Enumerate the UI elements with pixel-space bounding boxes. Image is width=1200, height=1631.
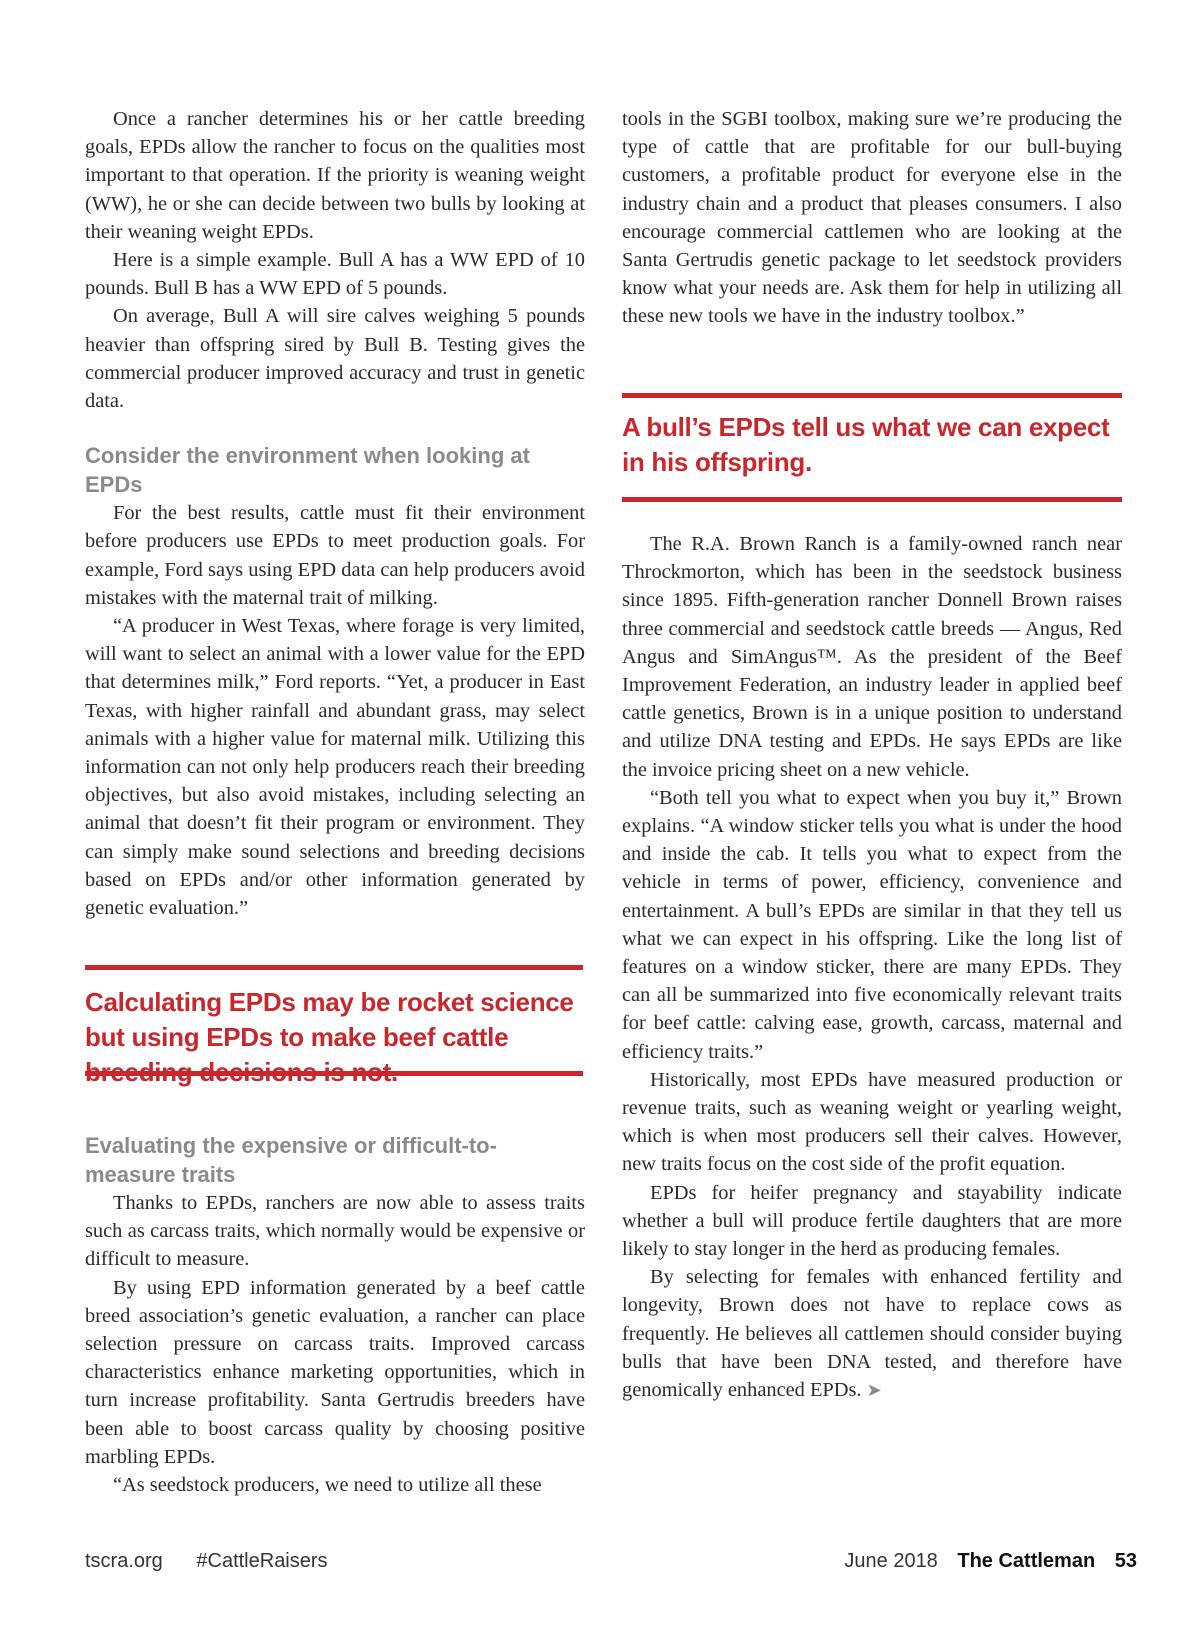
footer-magazine-title: The Cattleman (957, 1550, 1096, 1572)
subhead-traits: Evaluating the expensive or difficult-to-measure traits (85, 1133, 497, 1187)
body-paragraph: Here is a simple example. Bull A has a WW EPD of 10 pounds. Bull B has a WW EPD of 5 pounds. (85, 249, 585, 300)
footer-website: tscra.org (85, 1550, 163, 1572)
page-number: 53 (1114, 1550, 1137, 1572)
body-paragraph: Thanks to EPDs, ranchers are now able to assess traits such as carcass traits, which normally would be expensive or difficult to measure. (85, 1192, 585, 1271)
left-column-lower (85, 1132, 585, 1499)
pullquote-text: A bull’s EPDs tell us what we can expect in his offspring. (622, 412, 1110, 477)
body-paragraph: On average, Bull A will sire calves weighing 5 pounds heavier than offspring sired by Bull B. Testing gives the commercial producer improved accuracy and trust in genetic data. (85, 305, 585, 413)
body-paragraph: Once a rancher determines his or her cattle breeding goals, EPDs allow the rancher to focus on the qualities most important to that operation. If the priority is weaning weight (WW), he or she can decide between two bulls by looking at their weaning weight EPDs. (85, 108, 585, 243)
pullquote-left (85, 965, 583, 1087)
body-paragraph: “As seedstock producers, we need to utilize all these (113, 1474, 542, 1497)
body-paragraph: “Both tell you what to expect when you buy it,” Brown explains. “A window sticker tells you what is under the hood and inside the cab. It tells you what to expect from the vehicle in terms of power, efficiency, convenience and entertainment. A bull’s EPDs are similar in that they tell us what we can expect in his offspring. Like the long list of features on a window sticker, there are many EPDs. They can all be summarized into five economically relevant traits for beef cattle: calving ease, growth, carcass, maternal and efficiency traits.” (622, 786, 1122, 1063)
subhead-environment: Consider the environment when looking at EPDs (85, 443, 530, 497)
body-paragraph: Historically, most EPDs have measured production or revenue traits, such as weaning weight or yearling weight, which is when most producers sell their calves. However, new traits focus on the cost side of the profit equation. (622, 1068, 1122, 1176)
pullquote-text: Calculating EPDs may be rocket science but using EPDs to make beef cattle breeding decisions is not. (85, 987, 574, 1087)
body-paragraph (622, 1263, 1122, 1404)
footer-right (844, 1550, 1137, 1573)
body-paragraph: The R.A. Brown Ranch is a family-owned ranch near Throckmorton, which has been in the seedstock business since 1895. Fifth-generation rancher Donnell Brown raises three commercial and seedstock cattle breeds — Angus, Red Angus and SimAngus™. As the president of the Beef Improvement Federation, an industry leader in applied beef cattle genetics, Brown is in a unique position to understand and utilize DNA testing and EPDs. He says EPDs are like the invoice pricing sheet on a new vehicle. (622, 533, 1122, 781)
right-column-lower (622, 530, 1122, 1404)
body-paragraph: By using EPD information generated by a beef cattle breed association’s genetic evaluation, a rancher can place selection pressure on carcass traits. Improved carcass characteristics enhance marketing opportunities, which in turn increase profitability. Santa Gertrudis breeders have been able to boost carcass quality by choosing positive marbling EPDs. (85, 1276, 585, 1468)
footer-date: June 2018 (844, 1550, 938, 1572)
continue-arrow-icon: ➤ (866, 1380, 882, 1401)
footer-left (85, 1550, 356, 1573)
left-column (85, 105, 585, 922)
right-column-top (622, 105, 1122, 331)
body-paragraph: EPDs for heifer pregnancy and stayability indicate whether a bull will produce fertile daughters that are more likely to stay longer in the herd as producing females. (622, 1181, 1122, 1261)
body-paragraph: For the best results, cattle must fit their environment before producers use EPDs to meet production goals. For example, Ford says using EPD data can help producers avoid mistakes with the maternal trait of milking. (85, 502, 585, 609)
pullquote-right (622, 393, 1122, 502)
footer-hashtag: #CattleRaisers (196, 1550, 328, 1572)
body-paragraph: tools in the SGBI toolbox, making sure we’re producing the type of cattle that are profitable for our bull-buying customers, a profitable product for everyone else in the industry chain and a product that pleases consumers. I also encourage commercial cattlemen who are looking at the Santa Gertrudis genetic package to let seedstock providers know what your needs are. Ask them for help in utilizing all these new tools we have in the industry toolbox.” (622, 108, 1122, 328)
body-paragraph: “A producer in West Texas, where forage is very limited, will want to select an animal with a lower value for the EPD that determines milk,” Ford reports. “Yet, a producer in East Texas, with higher rainfall and abundant grass, may select animals with a higher value for maternal milk. Utilizing this information can not only help producers reach their breeding objectives, but also avoid mistakes, including selecting an animal that doesn’t fit their program or environment. They can simply make sound selections and breeding decisions based on EPDs and/or other information generated by genetic evaluation.” (85, 615, 585, 920)
paragraph-text: By selecting for females with enhanced fertility and longevity, Brown does not have to replace cows as frequently. He believes all cattlemen should consider buying bulls that have been DNA tested, and therefore have genomically enhanced EPDs. (622, 1266, 1122, 1402)
